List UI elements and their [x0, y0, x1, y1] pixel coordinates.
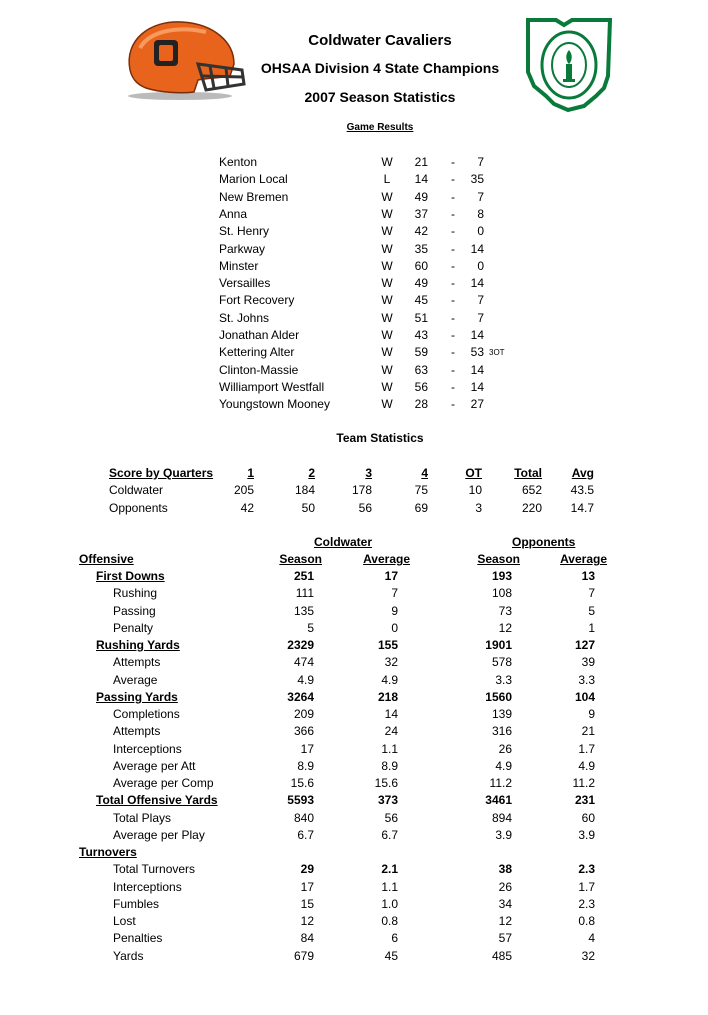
stat-season: 111 [295, 586, 314, 601]
stat-average: 7 [391, 586, 398, 601]
game-dash: - [451, 345, 455, 360]
stat-opp-season: 11.2 [489, 776, 512, 790]
game-opponent-score: 14 [470, 379, 484, 394]
stat-season: 84 [300, 931, 314, 946]
stat-label: Fumbles [113, 896, 160, 911]
game-opponent: St. Henry [219, 224, 270, 239]
stat-opp-average: 127 [574, 638, 595, 652]
stat-season: 29 [300, 862, 314, 877]
stat-season: 5593 [287, 793, 314, 808]
game-opponent: Jonathan Alder [219, 328, 300, 342]
game-result: W [381, 345, 393, 360]
game-result: W [381, 189, 393, 204]
stat-average: 1.1 [381, 741, 398, 756]
stat-season: 474 [293, 655, 314, 670]
game-coldwater-score: 63 [414, 362, 428, 377]
game-coldwater-score: 51 [414, 310, 428, 325]
stat-average: 56 [384, 810, 398, 825]
quarters-cell: 75 [414, 483, 428, 497]
game-result: W [381, 293, 393, 308]
game-result: W [381, 276, 393, 291]
quarters-header: 4 [421, 466, 428, 480]
quarters-header: Avg [571, 466, 594, 480]
stat-opp-season: 578 [491, 655, 512, 670]
game-opponent: Parkway [219, 241, 266, 256]
stat-opp-season: 3.9 [495, 827, 512, 842]
stat-opp-average: 9 [588, 707, 595, 721]
stat-average: 0.8 [381, 914, 398, 928]
game-dash: - [451, 241, 455, 256]
stat-opp-season: 26 [498, 879, 512, 894]
stat-opp-season: 139 [491, 707, 512, 721]
quarters-cell: 42 [240, 500, 254, 515]
stat-season: 4.9 [297, 672, 314, 687]
coldwater-group-header: Coldwater [314, 535, 373, 549]
stat-opp-season: 4.9 [495, 758, 512, 773]
game-dash: - [451, 310, 455, 325]
game-coldwater-score: 14 [414, 172, 428, 187]
team-title: Coldwater Cavaliers [308, 32, 452, 49]
game-opponent: Minster [219, 258, 259, 273]
stat-opp-average: 13 [581, 569, 595, 583]
stat-opp-average: 11.2 [572, 776, 595, 790]
season-title: 2007 Season Statistics [304, 89, 456, 105]
ohsaa-seal-logo [524, 16, 614, 112]
stat-average: 32 [384, 655, 398, 670]
quarters-row-label: Coldwater [109, 483, 164, 497]
stat-opp-season: 894 [491, 810, 512, 825]
quarters-cell: 10 [468, 483, 482, 497]
stat-label: Turnovers [79, 845, 137, 859]
stat-label: Attempts [113, 655, 161, 670]
stat-label: Attempts [113, 724, 161, 739]
game-coldwater-score: 49 [414, 189, 428, 204]
game-opponent-score: 8 [477, 206, 484, 221]
game-opponent-score: 0 [477, 258, 484, 273]
stat-season: 3264 [287, 689, 314, 704]
stat-average: 373 [377, 793, 398, 808]
game-dash: - [451, 276, 455, 291]
stat-label: Total Plays [113, 810, 172, 825]
quarters-cell: 3 [475, 500, 482, 515]
stat-opp-season: 108 [491, 586, 512, 601]
stat-opp-season: 57 [498, 931, 512, 946]
stat-label: Penalty [113, 620, 154, 635]
game-dash: - [451, 293, 455, 308]
game-dash: - [451, 397, 455, 412]
stat-season: 17 [300, 741, 314, 756]
stat-season: 8.9 [297, 758, 314, 773]
stat-season: 15 [300, 896, 314, 911]
quarters-cell: 14.7 [570, 500, 594, 515]
stat-opp-season: 193 [491, 569, 512, 583]
stat-average: 24 [384, 724, 398, 739]
quarters-header: Total [514, 466, 542, 480]
stat-label: Total Turnovers [113, 862, 196, 877]
game-dash: - [451, 328, 455, 342]
stat-label: Passing [113, 603, 156, 618]
quarters-cell: 69 [414, 500, 428, 515]
game-coldwater-score: 59 [414, 345, 428, 360]
game-result: W [381, 328, 393, 342]
game-opponent: Williamport Westfall [219, 379, 325, 394]
game-opponent: Anna [219, 206, 248, 221]
stat-opp-season: 316 [491, 724, 512, 739]
season-header: Season [279, 552, 322, 566]
stat-opp-season: 26 [498, 741, 512, 756]
game-result: W [381, 379, 393, 394]
stat-opp-average: 1 [588, 620, 595, 635]
game-coldwater-score: 21 [414, 155, 428, 169]
game-result: W [381, 362, 393, 377]
stat-opp-average: 231 [574, 793, 595, 808]
game-opponent: Versailles [219, 276, 271, 291]
stat-opp-average: 4 [588, 931, 595, 946]
game-opponent: Fort Recovery [219, 293, 295, 308]
game-result: W [381, 206, 393, 221]
stat-label: Interceptions [113, 741, 182, 756]
stat-label: Rushing [113, 586, 158, 601]
quarters-row-label: Opponents [109, 500, 168, 515]
stat-season: 17 [300, 879, 314, 894]
game-opponent-score: 0 [477, 224, 484, 239]
opp-season-header: Season [477, 552, 520, 566]
stat-average: 6.7 [381, 827, 398, 842]
stat-average: 0 [391, 620, 398, 635]
game-result: W [381, 224, 393, 239]
game-opponent-score: 53 [470, 345, 484, 360]
stat-label: Total Offensive Yards [96, 793, 218, 808]
average-header: Average [363, 552, 410, 566]
stat-average: 9 [391, 603, 398, 618]
stat-opp-season: 73 [498, 603, 512, 618]
game-dash: - [451, 258, 455, 273]
stat-label: Interceptions [113, 879, 182, 894]
game-coldwater-score: 28 [414, 397, 428, 412]
stat-opp-average: 1.7 [578, 879, 595, 894]
stat-opp-season: 1901 [485, 638, 512, 652]
stat-average: 155 [377, 638, 398, 652]
stat-average: 6 [391, 931, 398, 946]
stat-season: 209 [293, 707, 314, 721]
game-coldwater-score: 43 [414, 328, 428, 342]
stat-opp-average: 39 [581, 655, 595, 670]
stat-average: 45 [384, 948, 398, 963]
game-opponent-score: 27 [470, 397, 484, 412]
stat-season: 366 [293, 724, 314, 739]
quarters-cell: 56 [358, 500, 372, 515]
game-opponent-score: 7 [477, 155, 484, 169]
game-opponent-score: 14 [470, 241, 484, 256]
stat-opp-season: 3.3 [495, 672, 512, 687]
game-opponent: Marion Local [219, 172, 288, 187]
game-opponent-score: 14 [470, 276, 484, 291]
quarters-cell: 184 [294, 483, 315, 497]
game-dash: - [451, 206, 455, 221]
stat-label: Rushing Yards [96, 638, 180, 652]
game-coldwater-score: 60 [414, 258, 428, 273]
stat-season: 5 [307, 620, 314, 635]
stat-average: 2.1 [381, 862, 398, 877]
quarters-header: 3 [365, 466, 372, 480]
game-dash: - [451, 155, 455, 169]
game-opponent-score: 7 [477, 189, 484, 204]
stat-opp-average: 32 [581, 948, 595, 963]
game-coldwater-score: 35 [414, 241, 428, 256]
stat-average: 8.9 [381, 758, 398, 773]
stat-opp-average: 5 [588, 603, 595, 618]
stat-opp-season: 3461 [485, 793, 512, 808]
stat-season: 12 [300, 914, 314, 928]
stat-opp-average: 2.3 [578, 862, 595, 877]
stat-opp-average: 3.3 [578, 672, 595, 687]
stat-average: 4.9 [381, 672, 398, 687]
stat-opp-average: 3.9 [578, 827, 595, 842]
game-coldwater-score: 37 [414, 206, 428, 221]
game-result: W [381, 258, 393, 273]
stat-opp-average: 7 [588, 586, 595, 601]
team-statistics-heading: Team Statistics [336, 431, 424, 445]
stat-opp-season: 38 [498, 862, 512, 877]
stat-opp-average: 60 [581, 810, 595, 825]
stat-opp-average: 2.3 [578, 896, 595, 911]
game-dash: - [451, 172, 455, 187]
game-result: W [381, 241, 393, 256]
game-result: L [383, 172, 391, 187]
stat-average: 1.0 [381, 896, 398, 911]
quarters-cell: 43.5 [570, 483, 594, 497]
stat-opp-average: 104 [574, 689, 595, 704]
quarters-header: 1 [247, 466, 254, 480]
game-opponent-score: 14 [470, 362, 484, 377]
game-opponent-score: 7 [477, 310, 484, 325]
stat-average: 218 [377, 689, 398, 704]
quarters-cell: 220 [521, 500, 542, 515]
stat-season: 2329 [287, 638, 314, 652]
stat-opp-season: 12 [498, 620, 512, 635]
stat-opp-average: 1.7 [578, 741, 595, 756]
game-opponent: Kenton [219, 155, 258, 169]
game-note: 3OT [489, 348, 505, 358]
game-opponent-score: 7 [477, 293, 484, 308]
quarters-cell: 652 [521, 483, 542, 497]
stat-season: 15.6 [290, 776, 314, 790]
stat-season: 679 [293, 948, 314, 963]
championship-subtitle: OHSAA Division 4 State Champions [260, 60, 500, 76]
stat-label: Completions [113, 707, 180, 721]
game-dash: - [451, 362, 455, 377]
game-opponent: New Bremen [219, 189, 289, 204]
opponents-group-header: Opponents [512, 535, 576, 549]
stat-average: 15.6 [374, 776, 398, 790]
stat-opp-season: 34 [498, 896, 512, 911]
game-opponent: Clinton-Massie [219, 362, 299, 377]
game-dash: - [451, 379, 455, 394]
game-coldwater-score: 56 [414, 379, 428, 394]
helmet-logo [110, 18, 250, 100]
game-coldwater-score: 49 [414, 276, 428, 291]
quarters-cell: 205 [233, 483, 254, 497]
game-opponent: St. Johns [219, 310, 270, 325]
stat-opp-season: 12 [498, 914, 512, 928]
stat-label: Lost [113, 914, 136, 928]
stat-label: Passing Yards [96, 689, 178, 704]
game-coldwater-score: 42 [414, 224, 428, 239]
quarters-cell: 178 [351, 483, 372, 497]
stat-label: Average per Comp [113, 776, 214, 790]
quarters-header: 2 [308, 466, 315, 480]
stat-average: 17 [384, 569, 398, 583]
game-opponent: Youngstown Mooney [219, 397, 330, 412]
game-opponent: Kettering Alter [219, 345, 295, 360]
quarters-cell: 50 [301, 500, 315, 515]
stat-opp-average: 4.9 [578, 758, 595, 773]
stat-label: First Downs [96, 569, 165, 583]
quarters-header: OT [465, 466, 482, 480]
stat-opp-average: 21 [581, 724, 595, 739]
stat-opp-season: 1560 [485, 689, 512, 704]
stat-average: 14 [384, 707, 398, 721]
stat-season: 840 [293, 810, 314, 825]
game-opponent-score: 14 [470, 328, 484, 342]
stat-label: Average per Att [113, 758, 196, 773]
stat-opp-average: 0.8 [578, 914, 595, 928]
stat-season: 135 [293, 603, 314, 618]
stat-label: Average [113, 672, 158, 687]
game-coldwater-score: 45 [414, 293, 428, 308]
stat-opp-season: 485 [491, 948, 512, 963]
quarters-header-label: Score by Quarters [109, 466, 214, 480]
stat-season: 251 [293, 569, 314, 583]
game-dash: - [451, 224, 455, 239]
game-result: W [381, 155, 393, 169]
game-opponent-score: 35 [470, 172, 484, 187]
game-results-heading: Game Results [346, 122, 414, 133]
stat-average: 1.1 [381, 879, 398, 894]
stat-label: Penalties [113, 931, 163, 946]
offensive-header: Offensive [79, 552, 134, 566]
game-result: W [381, 397, 393, 412]
stat-label: Yards [113, 948, 144, 963]
game-dash: - [451, 189, 455, 204]
game-result: W [381, 310, 393, 325]
stat-season: 6.7 [297, 827, 314, 842]
stat-label: Average per Play [113, 827, 205, 842]
opp-average-header: Average [560, 552, 607, 566]
